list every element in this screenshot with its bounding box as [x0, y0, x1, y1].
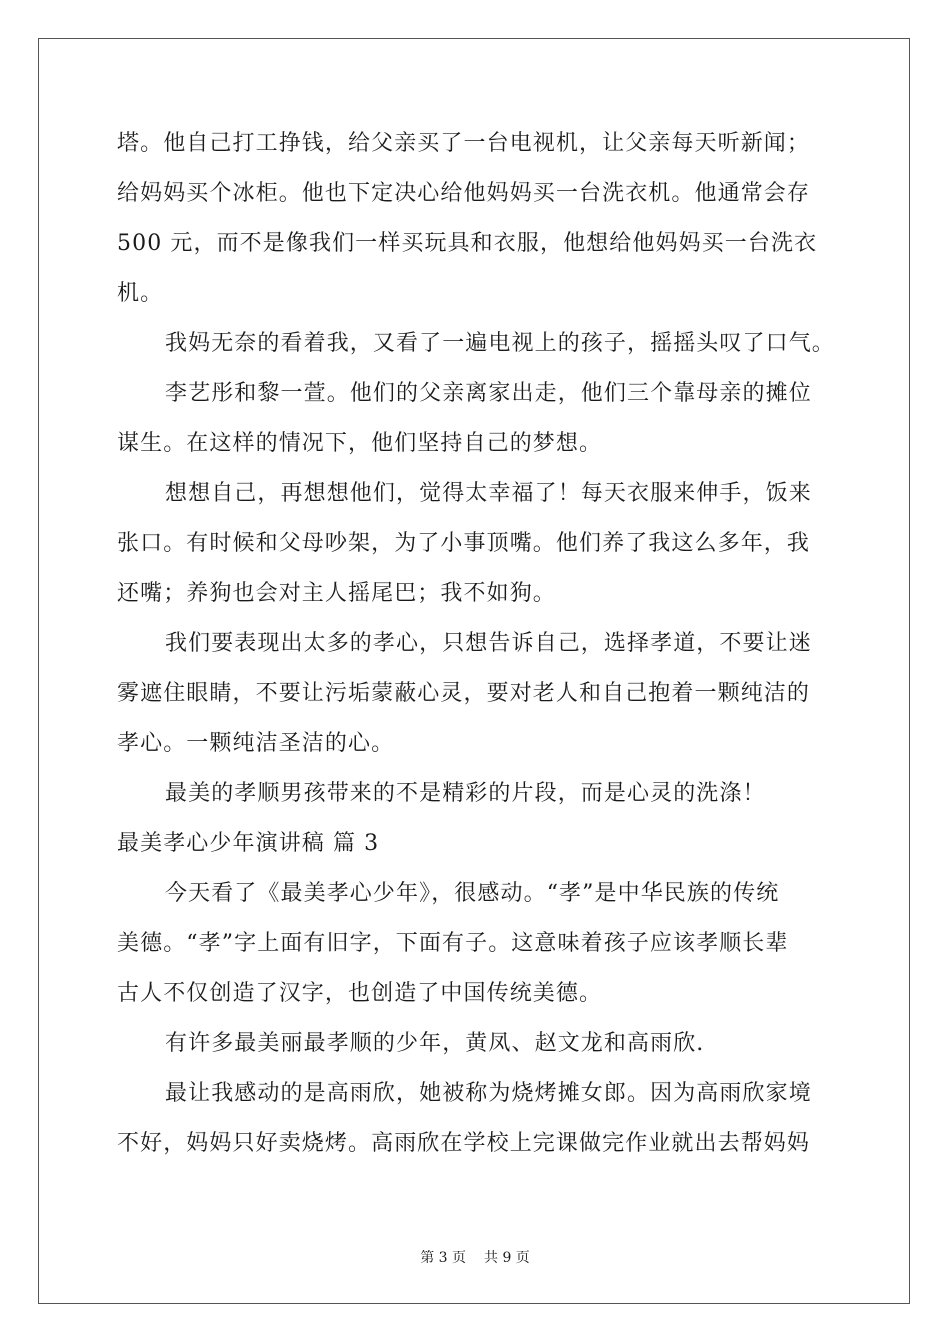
text-line: 雾遮住眼睛，不要让污垢蒙蔽心灵，要对老人和自己抱着一颗纯洁的: [117, 681, 811, 706]
text-line: 孝心。一颗纯洁圣洁的心。: [117, 731, 395, 756]
text-line: 谋生。在这样的情况下，他们坚持自己的梦想。: [117, 431, 603, 456]
text-line: 美德。“孝”字上面有旧字，下面有子。这意味着孩子应该孝顺长辈: [117, 931, 789, 956]
text-line: 机。: [117, 281, 164, 306]
text-line: 还嘴；养狗也会对主人摇尾巴；我不如狗。: [117, 581, 556, 606]
text-line: 有许多最美丽最孝顺的少年，黄凤、赵文龙和高雨欣.: [165, 1031, 705, 1056]
text-line: 塔。他自己打工挣钱，给父亲买了一台电视机，让父亲每天听新闻；: [117, 131, 811, 156]
text-line: 我妈无奈的看着我，又看了一遍电视上的孩子，摇摇头叹了口气。: [165, 331, 835, 356]
document-body: [117, 126, 837, 1176]
page-number: 第 3 页: [420, 1250, 466, 1266]
text-line: 不好，妈妈只好卖烧烤。高雨欣在学校上完课做完作业就出去帮妈妈: [117, 1131, 811, 1156]
text-line: 张口。有时候和父母吵架，为了小事顶嘴。他们养了我这么多年，我: [117, 531, 811, 556]
text-line: 李艺彤和黎一萱。他们的父亲离家出走，他们三个靠母亲的摊位: [165, 381, 812, 406]
text-line: 今天看了《最美孝心少年》，很感动。“孝”是中华民族的传统: [165, 881, 780, 906]
text-line: 最美的孝顺男孩带来的不是精彩的片段，而是心灵的洗涤！: [165, 781, 766, 806]
text-line: 500 元，而不是像我们一样买玩具和衣服，他想给他妈妈买一台洗衣: [117, 231, 818, 256]
text-line: 古人不仅创造了汉字，也创造了中国传统美德。: [117, 981, 603, 1006]
text-line: 最让我感动的是高雨欣，她被称为烧烤摊女郎。因为高雨欣家境: [165, 1081, 812, 1106]
total-pages: 共 9 页: [484, 1250, 530, 1266]
section-heading: 最美孝心少年演讲稿 篇 3: [117, 831, 380, 856]
text-line: 给妈妈买个冰柜。他也下定决心给他妈妈买一台洗衣机。他通常会存: [117, 181, 811, 206]
text-line: 想想自己，再想想他们，觉得太幸福了！每天衣服来伸手，饭来: [165, 481, 812, 506]
text-line: 我们要表现出太多的孝心，只想告诉自己，选择孝道，不要让迷: [165, 631, 812, 656]
page-footer: [0, 1248, 950, 1268]
